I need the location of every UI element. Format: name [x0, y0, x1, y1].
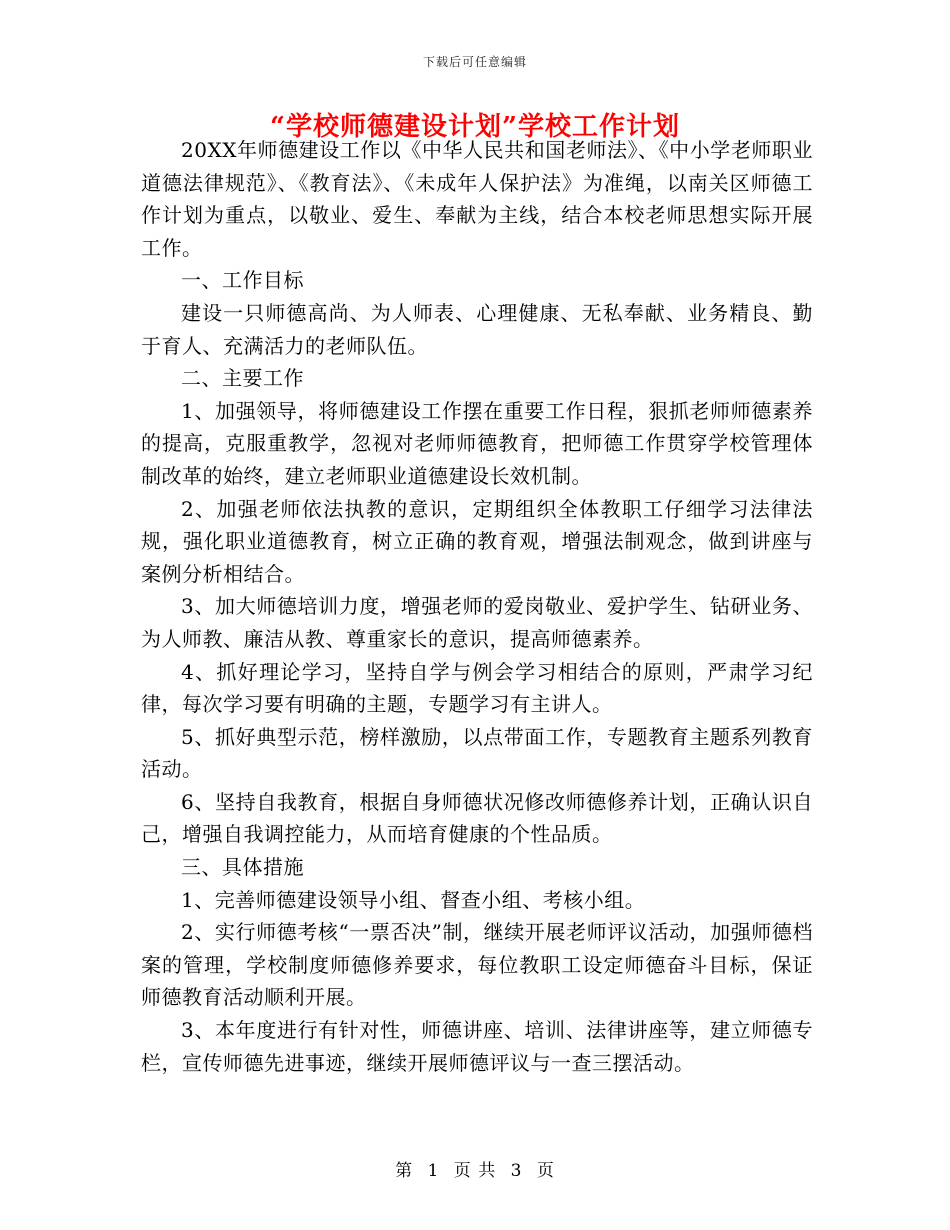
list-item-main-work-2: 2、加强老师依法执教的意识，定期组织全体教职工仔细学习法律法规，强化职业道德教育，树立正确的教育观，增强法制观念，做到讲座与案例分析相结合。 — [141, 496, 813, 586]
footer-page-number: 1 — [427, 1161, 440, 1181]
footer-total-pages: 3 — [510, 1161, 523, 1181]
list-item-main-work-1: 1、加强领导，将师德建设工作摆在重要工作日程，狠抓老师师德素养的提高，克服重教学，忽视对老师师德教育，把师德工作贯穿学校管理体制改革的始终，建立老师职业道德建设长效机制。 — [141, 398, 813, 488]
document-body — [141, 134, 813, 1079]
section-heading-measures: 三、具体措施 — [181, 855, 304, 880]
list-item-main-work-6: 6、坚持自我教育，根据自身师德状况修改师德修养计划，正确认识自己，增强自我调控能力，从而培育健康的个性品质。 — [141, 789, 813, 847]
paragraph-goals: 建设一只师德高尚、为人师表、心理健康、无私奉献、业务精良、勤于育人、充满活力的老师队伍。 — [141, 300, 813, 358]
list-item-measure-2: 2、实行师德考核“一票否决”制，继续开展老师评议活动，加强师德档案的管理，学校制度师德修养要求，每位教职工设定师德奋斗目标，保证师德教育活动顺利开展。 — [141, 920, 813, 1010]
section-heading-main-work: 二、主要工作 — [181, 366, 304, 391]
list-item-main-work-5: 5、抓好典型示范，榜样激励，以点带面工作，专题教育主题系列教育活动。 — [141, 724, 813, 782]
section-heading-goals: 一、工作目标 — [181, 268, 304, 293]
paragraph-intro: 20XX年师德建设工作以《中华人民共和国老师法》、《中小学老师职业道德法律规范》、《教育法》、《未成年人保护法》为准绳，以南关区师德工作计划为重点，以敬业、爱生、奉献为主线，结合本校老师思想实际开展工作。 — [141, 138, 813, 260]
footer-suffix: 页 — [536, 1161, 555, 1181]
list-item-measure-3: 3、本年度进行有针对性，师德讲座、培训、法律讲座等，建立师德专栏，宣传师德先进事迹，继续开展师德评议与一查三摆活动。 — [141, 1018, 813, 1075]
list-item-measure-1: 1、完善师德建设领导小组、督查小组、考核小组。 — [181, 887, 646, 912]
header-note: 下载后可任意编辑 — [422, 55, 527, 69]
list-item-main-work-3: 3、加大师德培训力度，增强老师的爱岗敬业、爱护学生、钻研业务、为人师教、廉洁从教、尊重家长的意识，提高师德素养。 — [141, 594, 813, 651]
list-item-main-work-4: 4、抓好理论学习，坚持自学与例会学习相结合的原则，严肃学习纪律，每次学习要有明确的主题，专题学习有主讲人。 — [141, 659, 813, 717]
page-footer — [0, 1156, 950, 1181]
document-title: “学校师德建设计划”学校工作计划 — [270, 112, 680, 142]
footer-mid: 页 共 — [453, 1161, 497, 1181]
footer-prefix: 第 — [395, 1161, 414, 1181]
